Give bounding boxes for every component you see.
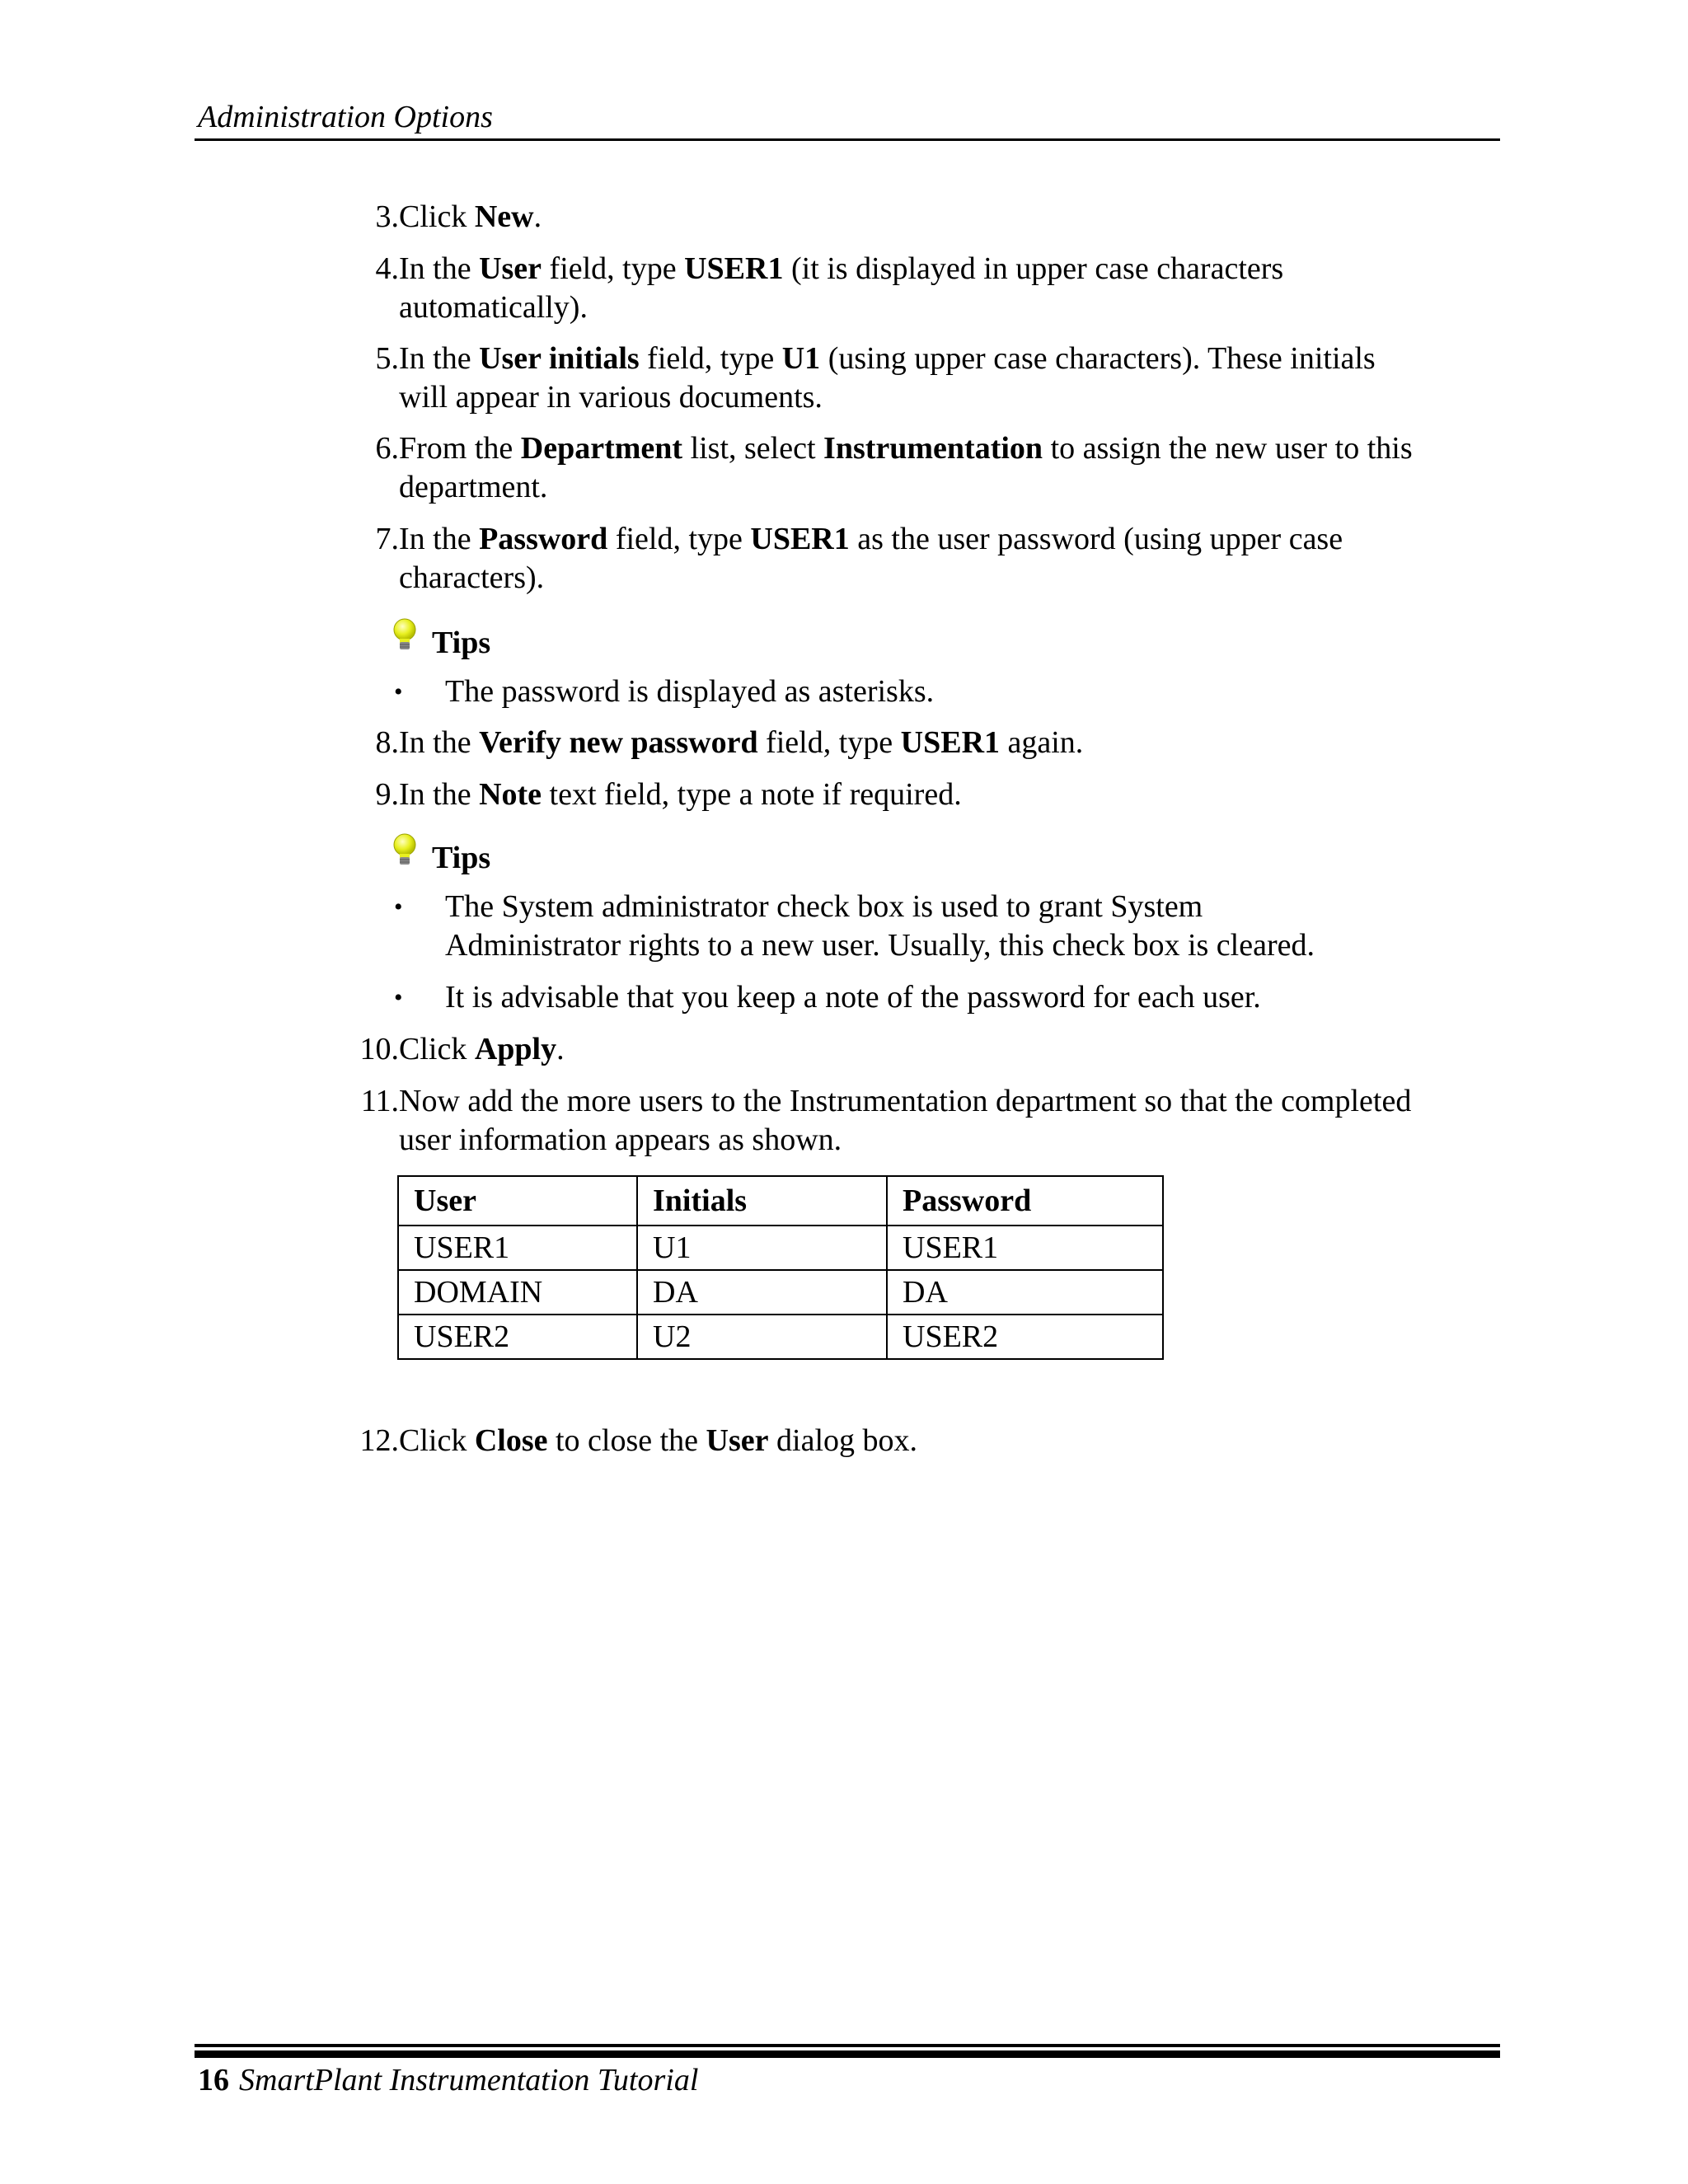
cell-initials: U2 <box>637 1315 887 1359</box>
step-text: In the Verify new password field, type USER1 again. <box>399 725 1084 760</box>
ui-term: Department <box>520 431 683 466</box>
step-number: 9. <box>375 777 399 812</box>
cell-initials: DA <box>637 1270 887 1315</box>
bullet-mark: • <box>394 678 403 705</box>
step-number: 3. <box>375 199 399 234</box>
users-table <box>397 1175 1164 1360</box>
table-header-row <box>398 1176 1163 1226</box>
step-text: Click Apply. <box>399 1032 565 1066</box>
ui-term: U1 <box>781 341 821 376</box>
step-number: 4. <box>375 251 399 286</box>
ui-term: User <box>479 251 542 286</box>
bullet-mark: • <box>394 893 403 921</box>
step-number: 8. <box>375 725 399 760</box>
ui-term: User <box>706 1423 769 1458</box>
ui-term: Apply <box>474 1032 557 1066</box>
document-title: SmartPlant Instrumentation Tutorial <box>239 2063 699 2097</box>
step-number: 10. <box>359 1032 399 1066</box>
footer-rule-thick <box>195 2050 1500 2058</box>
step-text: Click Close to close the User dialog box. <box>399 1423 917 1458</box>
step-text: From the Department list, select Instrumentation to assign the new user to this department. <box>399 431 1413 504</box>
lightbulb-icon <box>391 832 419 869</box>
step-number: 5. <box>375 341 399 376</box>
ui-term: Close <box>474 1423 548 1458</box>
step-text: In the User initials field, type U1 (using upper case characters). These initials will appear in various documents. <box>399 341 1376 415</box>
ui-term: New <box>474 199 534 234</box>
ui-term: Password <box>479 522 608 556</box>
cell-password: USER1 <box>887 1226 1163 1270</box>
cell-password: USER2 <box>887 1315 1163 1359</box>
cell-user: USER2 <box>398 1315 637 1359</box>
ui-term: Instrumentation <box>823 431 1043 466</box>
step-text: In the Password field, type USER1 as the user password (using upper case characters). <box>399 522 1343 595</box>
running-footer <box>198 2060 698 2100</box>
cell-password: DA <box>887 1270 1163 1315</box>
header-rule <box>195 138 1500 141</box>
table-row <box>398 1270 1163 1315</box>
step-number: 12. <box>359 1423 399 1458</box>
footer-rule-thin <box>195 2044 1500 2047</box>
column-header-password: Password <box>887 1176 1163 1226</box>
cell-user: USER1 <box>398 1226 637 1270</box>
table-row <box>398 1315 1163 1359</box>
lightbulb-icon <box>391 617 419 654</box>
ui-term: Verify new password <box>479 725 758 760</box>
ui-term: User initials <box>479 341 640 376</box>
step-text: In the Note text field, type a note if required. <box>399 777 962 812</box>
step-text: In the User field, type USER1 (it is displayed in upper case characters automatically). <box>399 251 1284 325</box>
running-header: Administration Options <box>198 100 493 134</box>
step-number: 6. <box>375 431 399 466</box>
column-header-initials: Initials <box>637 1176 887 1226</box>
ui-term: Note <box>479 777 542 812</box>
bullet-mark: • <box>394 984 403 1011</box>
step-text: Click New. <box>399 199 542 234</box>
step-number: 7. <box>375 522 399 556</box>
step-text: Now add the more users to the Instrumentation department so that the completed user information appears as shown. <box>399 1084 1412 1157</box>
ui-term: USER1 <box>750 522 850 556</box>
cell-initials: U1 <box>637 1226 887 1270</box>
ui-term: USER1 <box>684 251 784 286</box>
cell-user: DOMAIN <box>398 1270 637 1315</box>
page-number: 16 <box>198 2063 229 2097</box>
step-number: 11. <box>360 1084 399 1118</box>
ui-term: USER1 <box>900 725 1001 760</box>
column-header-user: User <box>398 1176 637 1226</box>
table-row <box>398 1226 1163 1270</box>
